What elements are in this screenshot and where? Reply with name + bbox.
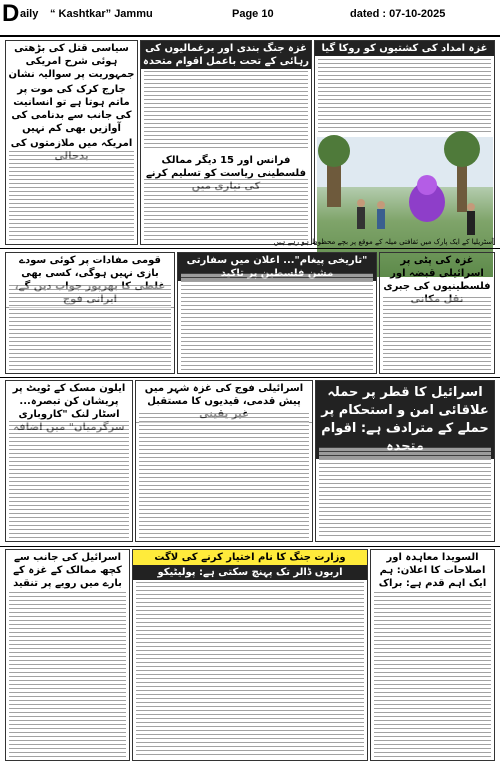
top-center-headline-2: فرانس اور 15 دیگر ممالک فلسطینی ریاست کو تسلیم کرنے	[145, 155, 307, 179]
top-left-headline-2: جارج کرک کی موت پر ماتم ہوتا ہے تو انسانیت کی جانب سے بدنامی کی آوازیں بھی کم نہیں	[11, 84, 132, 134]
bottom-center-headline-1: وزارت جنگ کا نام اختیار کرنے کی لاگت	[133, 550, 367, 565]
top-right-headline: غزہ امداد کی کشتیوں کو روکا گیا	[315, 41, 494, 56]
middle-left-headline: قومی مفادات پر کوئی سودے بازی نہیں ہوگی، کسی بھی	[6, 253, 174, 308]
article-body	[136, 582, 364, 757]
top-left-headline-3: امریکہ میں ملازمتوں کی	[10, 138, 133, 149]
article-body	[144, 71, 308, 149]
third-center-headline: اسرائیلی فوج کی غزہ شہر میں پیش قدمی، قیدیوں کا مستقبل	[136, 381, 312, 423]
third-right-headline: اسرائیل کا قطر پر حملہ علاقائی امن و استحکام پر حملے کے مترادف ہے: اقوام	[316, 381, 494, 459]
article-body	[9, 421, 129, 538]
article-body	[144, 179, 308, 241]
article-body	[139, 413, 309, 538]
bottom-left-article	[5, 549, 130, 761]
third-center-article	[135, 380, 313, 542]
middle-center-article	[177, 252, 377, 374]
bottom-left-headline: اسرائیل کی جانب سے کچھ ممالک کے غزہ کے بارے میں رویے پر تنقید	[13, 552, 122, 589]
paper-name: “ Kashtkar” Jammu	[50, 8, 153, 20]
photo-caption: آسٹریلیا کے ایک پارک میں ثقافتی میلہ کے موقع پر بچے محظوظ ہو رہے ہیں	[273, 238, 494, 246]
masthead-rule	[0, 35, 500, 37]
article-body	[9, 592, 126, 757]
article-body	[383, 297, 491, 370]
third-right-article	[315, 380, 495, 542]
middle-left-article	[5, 252, 175, 374]
article-body	[374, 592, 491, 757]
top-left-article	[5, 40, 138, 245]
middle-right-article	[379, 252, 495, 374]
masthead-initial: D	[2, 0, 20, 27]
issue-date: dated : 07-10-2025	[350, 8, 446, 20]
section-rule	[0, 546, 500, 547]
section-rule	[0, 248, 500, 249]
article-body	[181, 273, 373, 370]
bottom-right-article	[370, 549, 495, 761]
article-body	[9, 285, 171, 370]
top-center-article	[140, 40, 312, 245]
top-left-headline-1: سیاسی قتل کی بڑھتی ہوئی شرح امریکی جمہوریت پر سوالیہ نشان	[8, 43, 135, 80]
page-number: Page 10	[232, 8, 274, 20]
section-rule	[0, 377, 500, 378]
middle-right-headline: غزہ کی پٹی پر اسرائیلی قبضہ اور فلسطینیوں کی جبری	[383, 255, 491, 292]
third-left-headline: ایلون مسک کے ٹویٹ پر پریشان کن تبصرہ... اسٹار لنک "کاروباری	[12, 383, 126, 420]
article-body	[318, 59, 491, 134]
top-center-headline-1: غزہ جنگ بندی اور یرغمالیوں کی رہائی کے تحت باعمل اقوام متحدہ	[141, 41, 311, 69]
bottom-center-headline-2: اربوں ڈالر تک پہنچ سکتی ہے: پولیٹیکو	[133, 565, 367, 580]
masthead	[0, 0, 500, 40]
bottom-right-headline: السویدا معاہدہ اور اصلاحات کا اعلان: ہم ایک اہم قدم ہے: براک	[378, 552, 487, 589]
article-body	[9, 151, 134, 241]
article-body	[319, 447, 491, 538]
middle-center-headline: "تاریخی پیغام"... اعلان میں سفارتی	[178, 253, 376, 281]
third-left-article	[5, 380, 133, 542]
bottom-center-article	[132, 549, 368, 761]
paper-prefix: aily	[20, 8, 39, 20]
top-right-article	[273, 40, 495, 246]
